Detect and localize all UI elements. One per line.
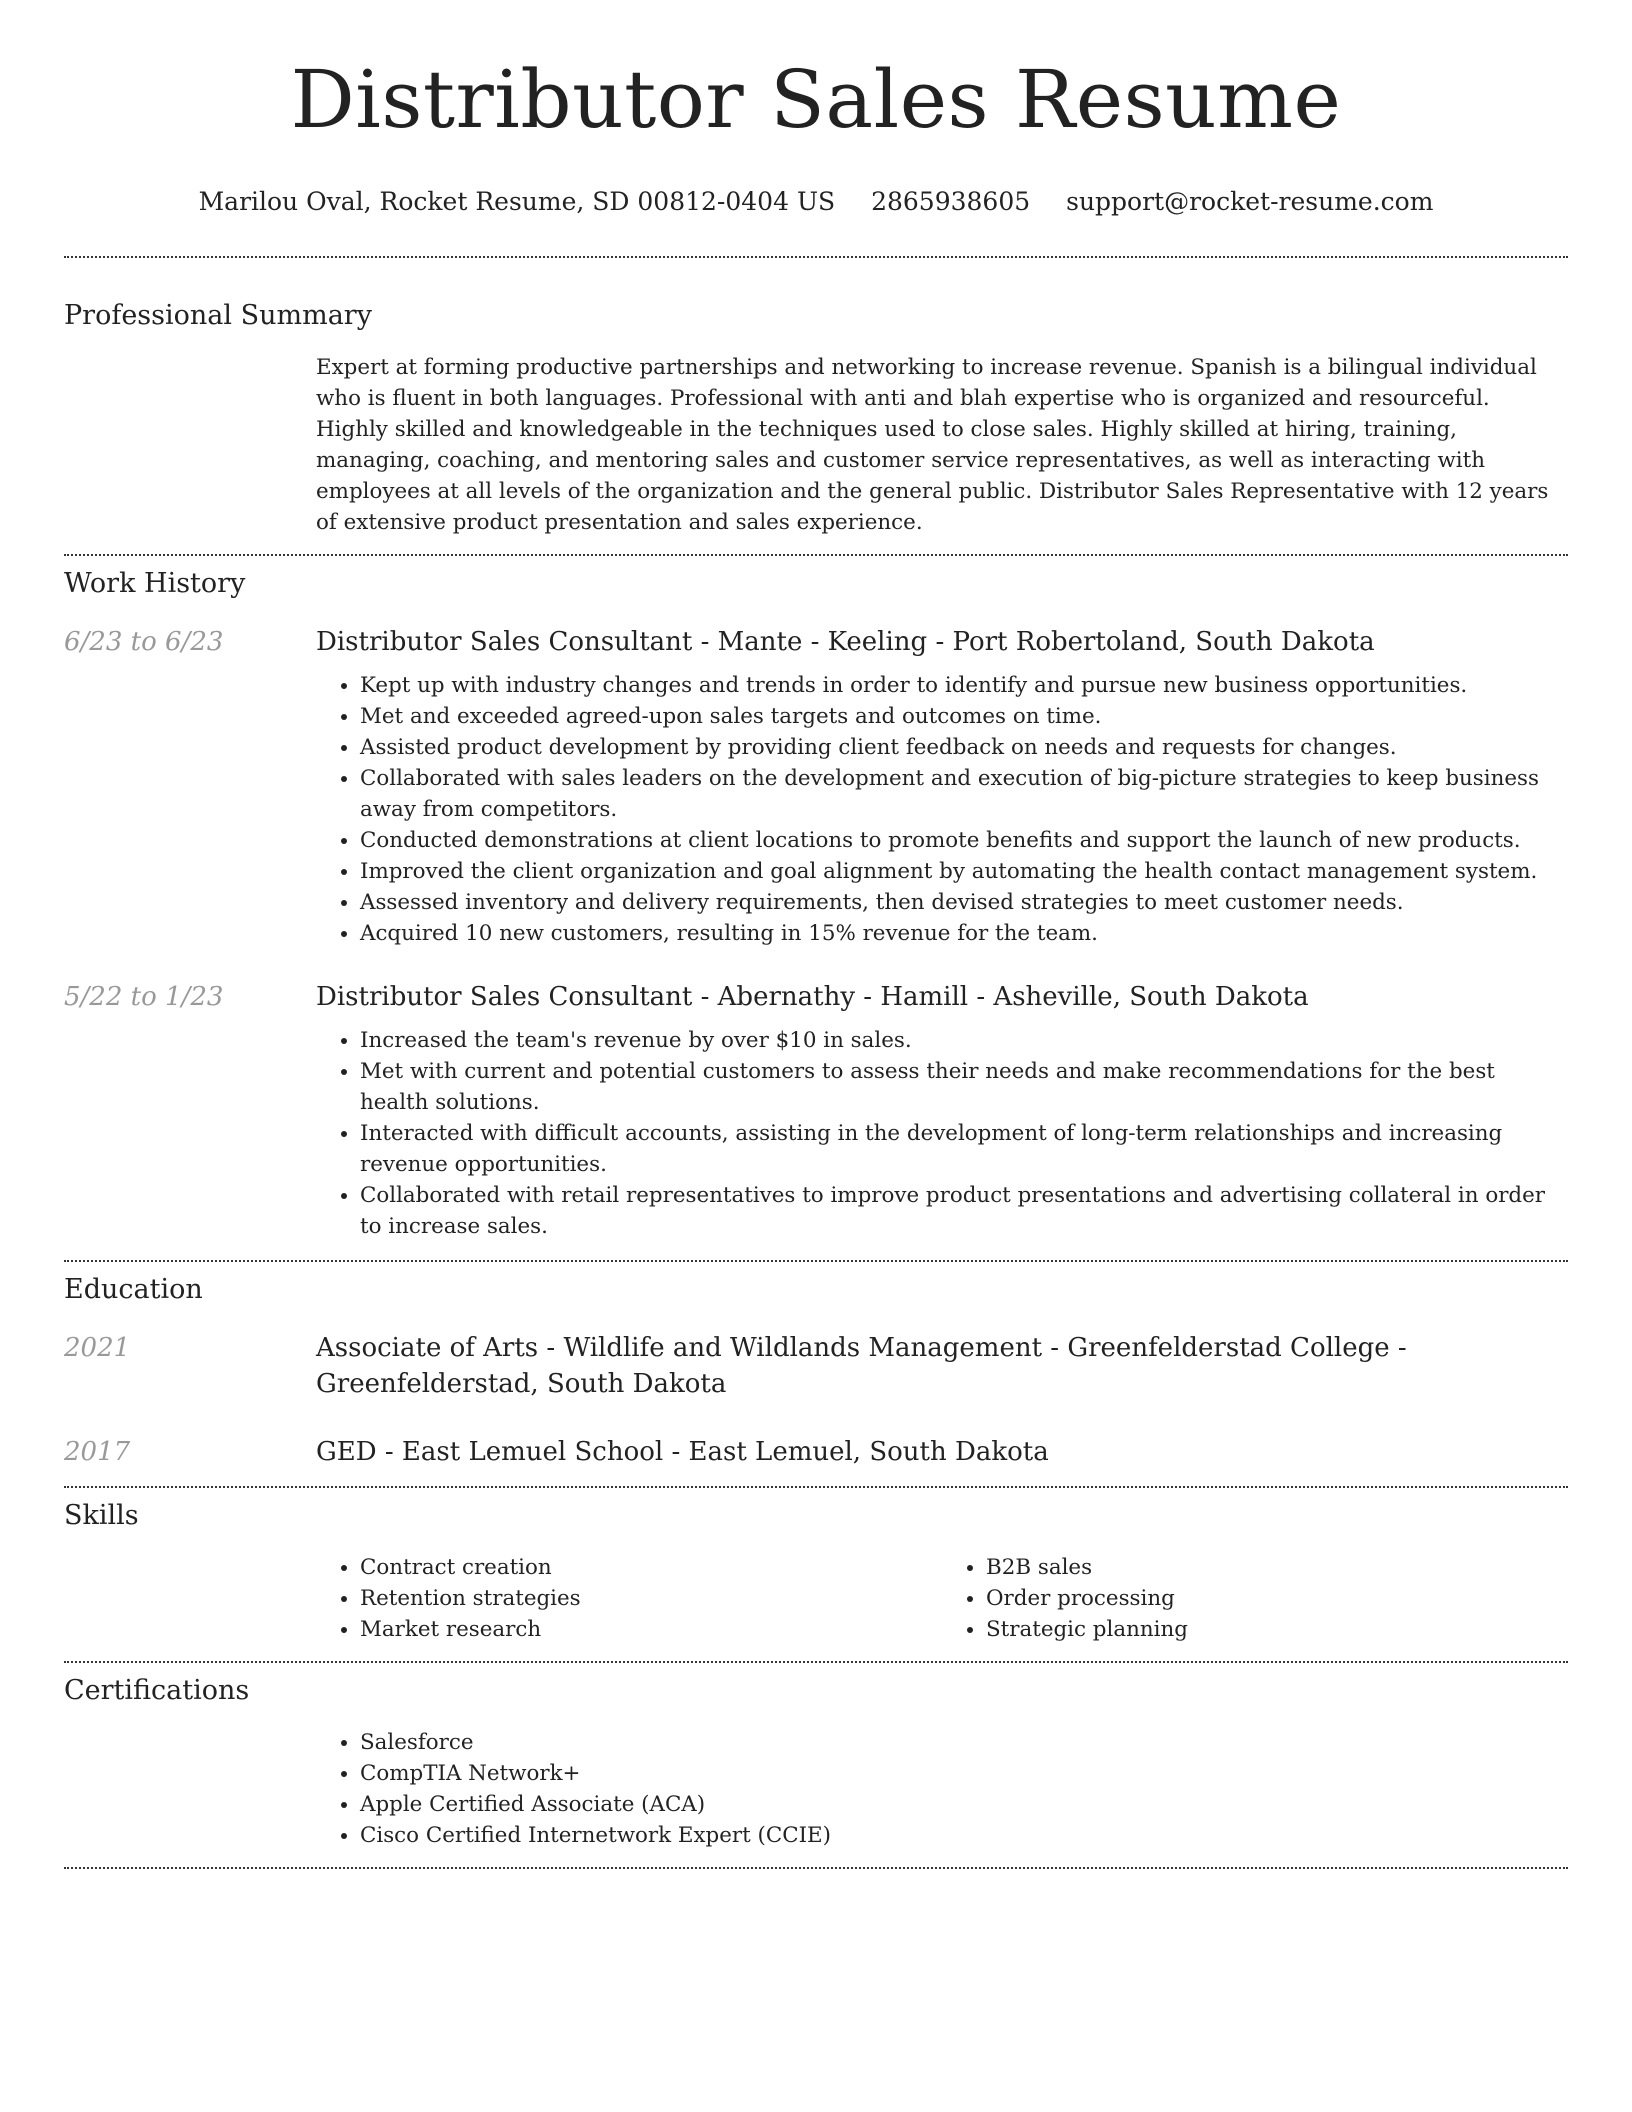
list-item: • Retention strategies bbox=[360, 1583, 942, 1614]
certifications-list bbox=[316, 1727, 1568, 1851]
education-year: 2017 bbox=[64, 1437, 131, 1467]
list-item: • B2B sales bbox=[986, 1552, 1568, 1583]
education-title: Associate of Arts - Wildlife and Wildlands Management - Greenfelderstad College - Greenfelderstad, South Dakota bbox=[316, 1333, 1407, 1399]
list-item: • Met and exceeded agreed-upon sales targets and outcomes on time. bbox=[360, 701, 1568, 732]
job-title: Distributor Sales Consultant - Mante - Keeling - Port Robertoland, South Dakota bbox=[316, 627, 1375, 657]
skills-list-left bbox=[316, 1552, 942, 1645]
job-bullets bbox=[316, 670, 1568, 949]
list-item: • Apple Certified Associate (ACA) bbox=[360, 1789, 1568, 1820]
job-entry bbox=[64, 624, 1568, 949]
divider bbox=[64, 554, 1568, 556]
job-dates: 6/23 to 6/23 bbox=[64, 627, 224, 657]
list-item: • Conducted demonstrations at client locations to promote benefits and support the launch of new products. bbox=[360, 825, 1568, 856]
skills-section bbox=[64, 1498, 1568, 1645]
certifications-spacer bbox=[64, 1727, 316, 1851]
divider bbox=[64, 1486, 1568, 1488]
summary-section bbox=[64, 298, 1568, 538]
education-year: 2021 bbox=[64, 1333, 131, 1363]
list-item: • Acquired 10 new customers, resulting in 15% revenue for the team. bbox=[360, 918, 1568, 949]
work-section bbox=[64, 566, 1568, 1242]
skills-list-right bbox=[942, 1552, 1568, 1645]
divider bbox=[64, 1661, 1568, 1663]
education-heading: Education bbox=[64, 1274, 203, 1305]
divider bbox=[64, 1867, 1568, 1869]
list-item: • CompTIA Network+ bbox=[360, 1758, 1568, 1789]
list-item: • Collaborated with sales leaders on the development and execution of big-picture strategies to keep business away from competitors. bbox=[360, 763, 1568, 825]
work-heading: Work History bbox=[64, 568, 246, 599]
job-title: Distributor Sales Consultant - Abernathy - Hamill - Asheville, South Dakota bbox=[316, 982, 1309, 1012]
education-entry bbox=[64, 1434, 1568, 1470]
skills-spacer bbox=[64, 1552, 316, 1645]
contact-address: Marilou Oval, Rocket Resume, SD 00812-0404 US bbox=[198, 187, 836, 216]
summary-spacer bbox=[64, 352, 316, 538]
list-item: • Improved the client organization and goal alignment by automating the health contact management system. bbox=[360, 856, 1568, 887]
list-item: • Interacted with difficult accounts, assisting in the development of long-term relationships and increasing revenue opportunities. bbox=[360, 1118, 1568, 1180]
summary-text: Expert at forming productive partnerships and networking to increase revenue. Spanish is a bilingual individual who is fluent in both languages. Professional with anti and blah expertise who is organized and resourceful. Highly skilled and knowledgeable in the techniques used to close sales. Highly skilled at hiring, training, managing, coaching, and mentoring sales and customer service representatives, as well as interacting with employees at all levels of the organization and the general public. Distributor Sales Representative with 12 years of extensive product presentation and sales experience. bbox=[316, 355, 1549, 535]
list-item: • Market research bbox=[360, 1614, 942, 1645]
certifications-heading: Certifications bbox=[64, 1675, 250, 1706]
contact-line bbox=[64, 184, 1568, 220]
list-item: • Order processing bbox=[986, 1583, 1568, 1614]
list-item: • Met with current and potential customers to assess their needs and make recommendations for the best health solutions. bbox=[360, 1056, 1568, 1118]
list-item: • Salesforce bbox=[360, 1727, 1568, 1758]
summary-heading: Professional Summary bbox=[64, 300, 372, 331]
list-item: • Contract creation bbox=[360, 1552, 942, 1583]
education-section bbox=[64, 1272, 1568, 1470]
divider bbox=[64, 1260, 1568, 1262]
divider bbox=[64, 256, 1568, 258]
list-item: • Strategic planning bbox=[986, 1614, 1568, 1645]
list-item: • Kept up with industry changes and trends in order to identify and pursue new business opportunities. bbox=[360, 670, 1568, 701]
contact-phone: 2865938605 bbox=[871, 187, 1031, 216]
job-entry bbox=[64, 979, 1568, 1242]
education-entry bbox=[64, 1330, 1568, 1402]
resume-title: Distributor Sales Resume bbox=[290, 53, 1342, 146]
certifications-section bbox=[64, 1673, 1568, 1851]
list-item: • Assessed inventory and delivery requirements, then devised strategies to meet customer needs. bbox=[360, 887, 1568, 918]
list-item: • Collaborated with retail representatives to improve product presentations and advertising collateral in order to increase sales. bbox=[360, 1180, 1568, 1242]
job-bullets bbox=[316, 1025, 1568, 1242]
contact-email: support@rocket-resume.com bbox=[1066, 187, 1434, 216]
list-item: • Assisted product development by providing client feedback on needs and requests for changes. bbox=[360, 732, 1568, 763]
list-item: • Increased the team's revenue by over $10 in sales. bbox=[360, 1025, 1568, 1056]
list-item: • Cisco Certified Internetwork Expert (CCIE) bbox=[360, 1820, 1568, 1851]
skills-heading: Skills bbox=[64, 1500, 139, 1531]
education-title: GED - East Lemuel School - East Lemuel, South Dakota bbox=[316, 1437, 1049, 1467]
job-dates: 5/22 to 1/23 bbox=[64, 982, 224, 1012]
